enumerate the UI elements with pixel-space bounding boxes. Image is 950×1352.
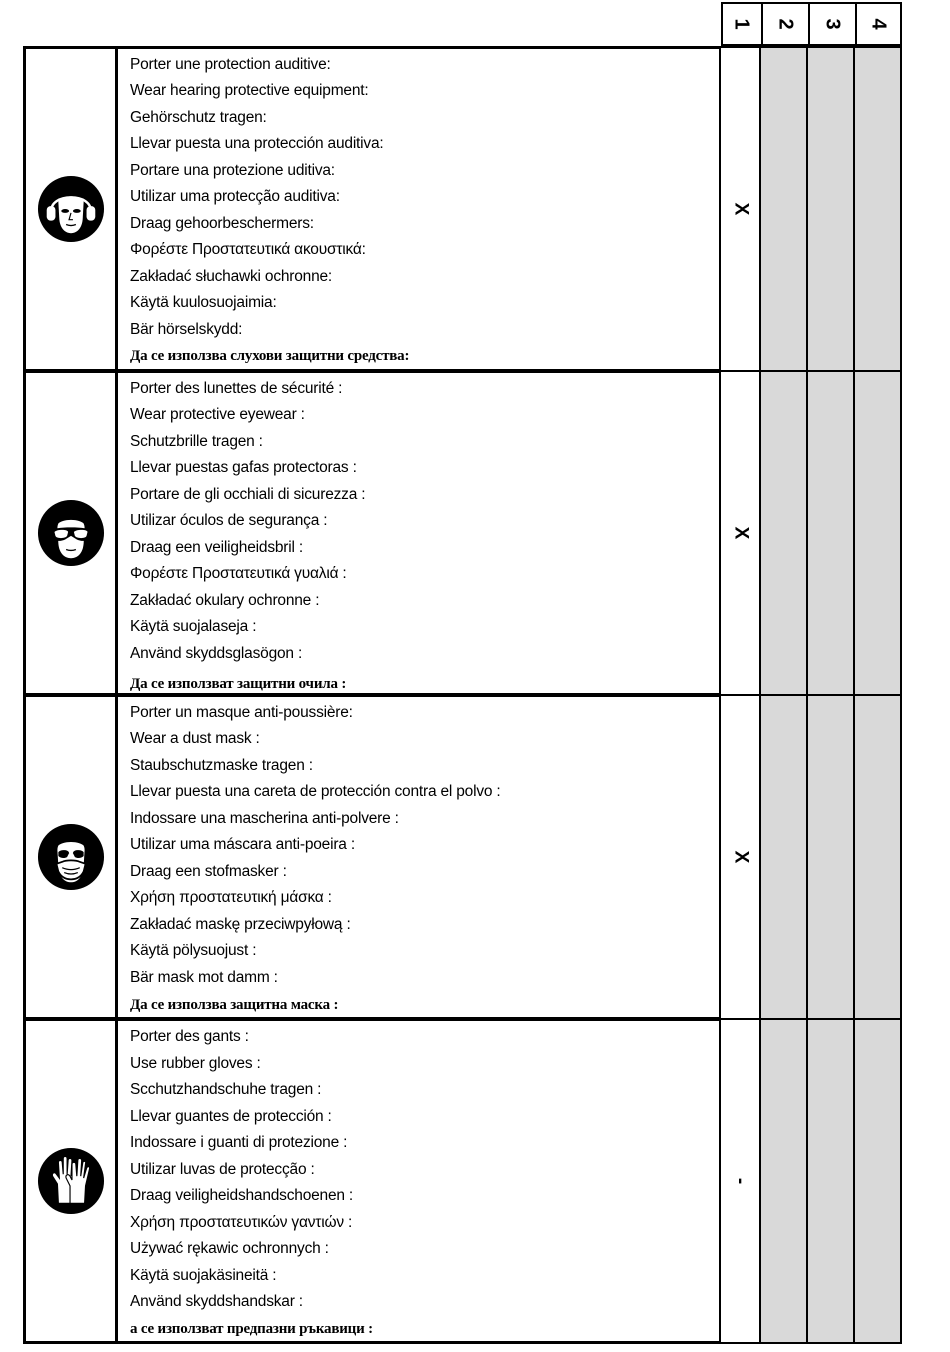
applicability-mark: - [729, 1177, 751, 1185]
column-3-cell [808, 370, 855, 696]
instruction-line-sv: Använd skyddshandskar : [130, 1293, 303, 1310]
instruction-line-pl: Używać rękawic ochronnych : [130, 1240, 329, 1257]
instruction-line-pt: Utilizar uma protecção auditiva: [130, 188, 340, 205]
instruction-line-el: Φορέστε Προστατευτικά γυαλιά : [130, 565, 347, 582]
symbol-cell [23, 694, 118, 1020]
column-header-4 [855, 2, 902, 46]
instruction-line-en: Wear a dust mask : [130, 730, 260, 747]
instruction-text-cell [118, 1018, 721, 1344]
protective-gloves-icon [37, 1147, 105, 1215]
instruction-line-it: Indossare una mascherina anti-polvere : [130, 810, 399, 827]
instruction-line-sv: Använd skyddsglasögon : [130, 645, 303, 662]
instruction-line-el: Χρήση προστατευτική μάσκα : [130, 889, 332, 906]
instruction-line-es: Llevar guantes de protección : [130, 1108, 332, 1125]
instruction-line-sv: Bär hörselskydd: [130, 321, 243, 338]
instruction-line-nl: Draag een veiligheidsbril : [130, 539, 303, 556]
table-row-dust-mask [23, 694, 902, 1020]
instruction-line-it: Portare de gli occhiali di sicurezza : [130, 486, 366, 503]
instruction-line-de: Gehörschutz tragen: [130, 109, 267, 126]
instruction-line-fr: Porter des gants : [130, 1028, 249, 1045]
instruction-line-fr: Porter un masque anti-poussière: [130, 704, 353, 721]
instruction-text-cell [118, 46, 721, 372]
instruction-line-el: Χρήση προστατευτικών γαντιών : [130, 1214, 353, 1231]
column-2-cell [761, 370, 808, 696]
instruction-line-pl: Zakładać okulary ochronne : [130, 592, 320, 609]
applicability-mark: X [730, 850, 751, 864]
symbol-cell [23, 46, 118, 372]
instruction-line-fr: Porter une protection auditive: [130, 56, 331, 73]
column-1-mark-cell [721, 694, 761, 1020]
column-2-cell [761, 1018, 808, 1344]
instruction-line-en: Wear protective eyewear : [130, 406, 305, 423]
instruction-line-it: Indossare i guanti di protezione : [130, 1134, 348, 1151]
column-number: 1 [731, 18, 753, 30]
column-1-mark-cell [721, 370, 761, 696]
instruction-line-fi: Käytä suojakäsineitä : [130, 1267, 277, 1284]
instruction-line-bg: а се използват предпазни ръкавици : [130, 1321, 373, 1337]
instruction-line-pt: Utilizar óculos de segurança : [130, 512, 328, 529]
table-row-gloves [23, 1018, 902, 1344]
instruction-line-pl: Zakładać słuchawki ochronne: [130, 268, 333, 285]
column-2-cell [761, 46, 808, 372]
instruction-line-sv: Bär mask mot damm : [130, 969, 278, 986]
symbol-cell [23, 370, 118, 696]
column-4-cell [855, 1018, 902, 1344]
instruction-line-en: Wear hearing protective equipment: [130, 82, 369, 99]
instruction-line-de: Schutzbrille tragen : [130, 433, 263, 450]
column-number: 4 [867, 18, 890, 30]
instruction-line-it: Portare una protezione uditiva: [130, 162, 335, 179]
column-header-3 [808, 2, 857, 46]
column-2-cell [761, 694, 808, 1020]
column-1-mark-cell [721, 46, 761, 372]
instruction-line-es: Llevar puestas gafas protectoras : [130, 459, 357, 476]
dust-mask-icon [37, 823, 105, 891]
symbol-cell [23, 1018, 118, 1344]
instruction-line-es: Llevar puesta una protección auditiva: [130, 135, 384, 152]
column-3-cell [808, 46, 855, 372]
column-number: 3 [821, 18, 844, 30]
column-header-2 [761, 2, 810, 46]
instruction-line-el: Φορέστε Προστατευτικά ακουστικά: [130, 241, 366, 258]
instruction-line-bg: Да се използват защитни очила : [130, 676, 347, 692]
instruction-line-bg: Да се използва защитна маска : [130, 997, 339, 1013]
instruction-line-fi: Käytä kuulosuojaimia: [130, 294, 277, 311]
column-number: 2 [774, 18, 797, 30]
applicability-mark: X [730, 202, 751, 216]
instruction-line-pl: Zakładać maskę przeciwpyłową : [130, 916, 351, 933]
table-row-eyewear [23, 370, 902, 696]
instruction-line-fr: Porter des lunettes de sécurité : [130, 380, 343, 397]
instruction-line-fi: Käytä pölysuojust : [130, 942, 257, 959]
column-4-cell [855, 370, 902, 696]
column-header-1 [721, 2, 763, 46]
instruction-line-pt: Utilizar luvas de protecção : [130, 1161, 315, 1178]
instruction-line-en: Use rubber gloves : [130, 1055, 261, 1072]
eye-protection-icon [37, 499, 105, 567]
instruction-line-de: Staubschutzmaske tragen : [130, 757, 313, 774]
instruction-line-nl: Draag gehoorbeschermers: [130, 215, 314, 232]
hearing-protection-icon [37, 175, 105, 243]
instruction-line-bg: Да се използва слухови защитни средства: [130, 348, 410, 364]
column-3-cell [808, 1018, 855, 1344]
instruction-line-de: Scchutzhandschuhe tragen : [130, 1081, 322, 1098]
instruction-text-cell [118, 370, 721, 696]
applicability-mark: X [730, 526, 751, 540]
instruction-line-nl: Draag een stofmasker : [130, 863, 287, 880]
table-row-hearing [23, 46, 902, 372]
instruction-line-es: Llevar puesta una careta de protección contra el polvo : [130, 783, 501, 800]
column-4-cell [855, 46, 902, 372]
instruction-text-cell [118, 694, 721, 1020]
column-4-cell [855, 694, 902, 1020]
instruction-line-fi: Käytä suojalaseja : [130, 618, 257, 635]
instruction-line-pt: Utilizar uma máscara anti-poeira : [130, 836, 355, 853]
instruction-line-nl: Draag veiligheidshandschoenen : [130, 1187, 354, 1204]
column-1-mark-cell [721, 1018, 761, 1344]
column-3-cell [808, 694, 855, 1020]
